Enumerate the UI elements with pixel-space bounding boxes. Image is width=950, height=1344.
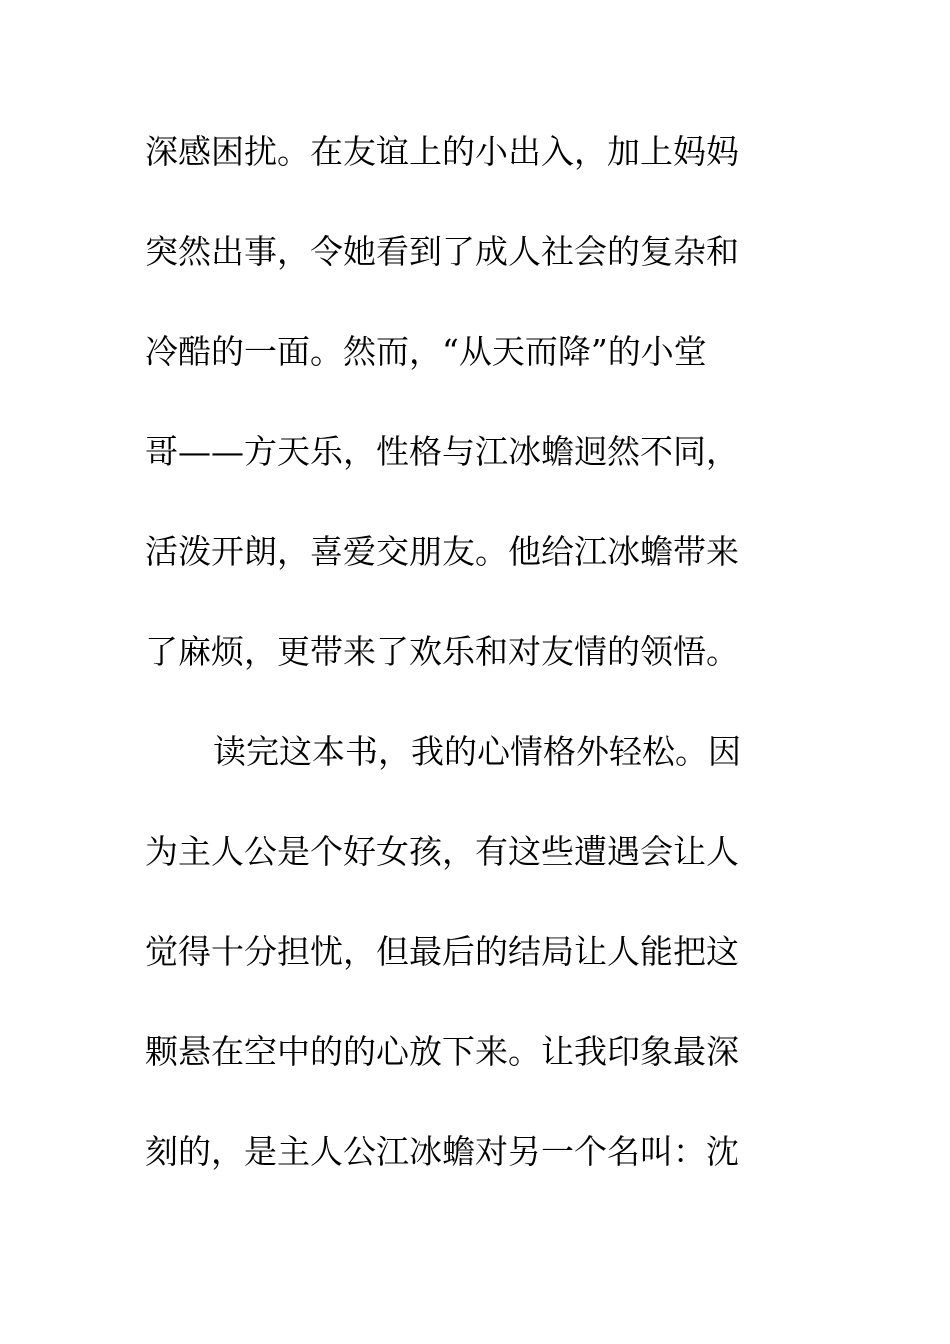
paragraph-start-line: 读完这本书，我的心情格外轻松。因 [213, 732, 741, 771]
text-line-10: 颗悬在空中的的心放下来。让我印象最深 [145, 1032, 739, 1071]
text-line-8: 为主人公是个好女孩，有这些遭遇会让人 [145, 832, 739, 871]
text-line-4: 哥——方天乐，性格与江冰蟾迥然不同， [145, 432, 739, 471]
text-line-11: 刻的，是主人公江冰蟾对另一个名叫：沈 [145, 1132, 739, 1171]
text-line-2: 突然出事，令她看到了成人社会的复杂和 [145, 232, 739, 271]
text-line-1: 深感困扰。在友谊上的小出入，加上妈妈 [145, 132, 739, 171]
text-line-3: 冷酷的一面。然而，“从天而降”的小堂 [145, 332, 707, 371]
text-line-9: 觉得十分担忧，但最后的结局让人能把这 [145, 932, 739, 971]
text-line-5: 活泼开朗，喜爱交朋友。他给江冰蟾带来 [145, 532, 739, 571]
body-text [145, 127, 785, 1227]
text-line-6: 了麻烦，更带来了欢乐和对友情的领悟。 [145, 632, 739, 671]
